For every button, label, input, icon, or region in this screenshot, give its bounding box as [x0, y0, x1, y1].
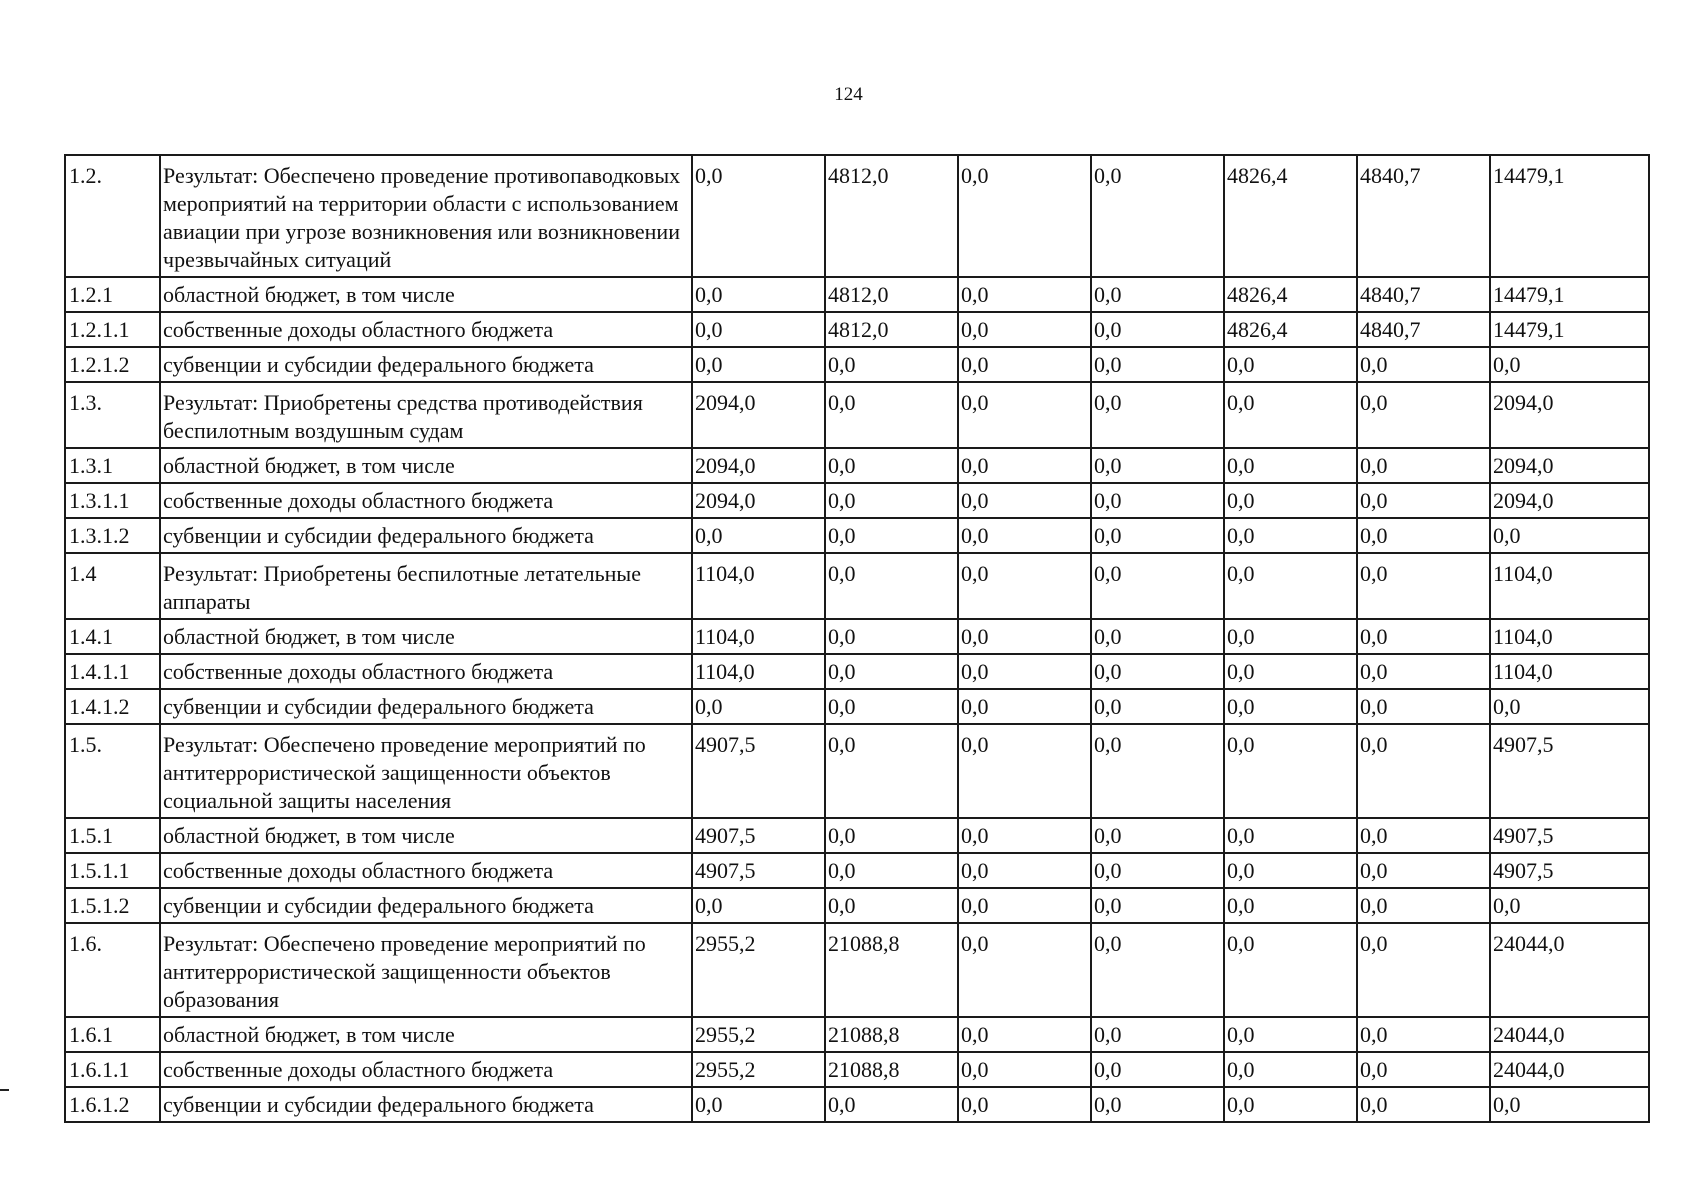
row-code: 1.4.1.1: [65, 654, 160, 689]
row-name: областной бюджет, в том числе: [160, 448, 692, 483]
value-cell: 0,0: [1091, 619, 1224, 654]
value-cell: 2955,2: [692, 1052, 825, 1087]
value-cell: 0,0: [1091, 483, 1224, 518]
result-row: [65, 382, 1649, 448]
table-row: [65, 689, 1649, 724]
row-code: 1.5.1: [65, 818, 160, 853]
row-name: областной бюджет, в том числе: [160, 277, 692, 312]
value-cell: 4907,5: [692, 818, 825, 853]
value-cell: 0,0: [1490, 1087, 1649, 1122]
value-cell: 0,0: [1224, 1052, 1357, 1087]
value-cell: 0,0: [1091, 448, 1224, 483]
row-code: 1.4.1: [65, 619, 160, 654]
value-cell: 4907,5: [692, 853, 825, 888]
value-cell: 0,0: [825, 818, 958, 853]
value-cell: 0,0: [825, 689, 958, 724]
table-row: [65, 1052, 1649, 1087]
value-cell: 0,0: [692, 347, 825, 382]
value-cell: 4826,4: [1224, 277, 1357, 312]
value-cell: 1104,0: [692, 619, 825, 654]
value-cell: 0,0: [825, 553, 958, 619]
value-cell: 0,0: [1224, 448, 1357, 483]
row-code: 1.3.1: [65, 448, 160, 483]
value-cell: 0,0: [1224, 483, 1357, 518]
value-cell: 0,0: [1091, 1052, 1224, 1087]
value-cell: 4840,7: [1357, 155, 1490, 277]
value-cell: 0,0: [1224, 518, 1357, 553]
row-name: собственные доходы областного бюджета: [160, 1052, 692, 1087]
value-cell: 0,0: [1224, 654, 1357, 689]
value-cell: 0,0: [958, 1052, 1091, 1087]
value-cell: 0,0: [1091, 853, 1224, 888]
value-cell: 0,0: [692, 312, 825, 347]
value-cell: 4907,5: [692, 724, 825, 818]
value-cell: 0,0: [958, 1017, 1091, 1052]
row-name: собственные доходы областного бюджета: [160, 312, 692, 347]
value-cell: 0,0: [1091, 654, 1224, 689]
value-cell: 0,0: [692, 277, 825, 312]
result-row: [65, 923, 1649, 1017]
value-cell: 14479,1: [1490, 277, 1649, 312]
value-cell: 0,0: [958, 382, 1091, 448]
value-cell: 2094,0: [1490, 483, 1649, 518]
table-row: [65, 888, 1649, 923]
row-code: 1.3.1.2: [65, 518, 160, 553]
value-cell: 0,0: [1490, 518, 1649, 553]
value-cell: 0,0: [1224, 724, 1357, 818]
value-cell: 14479,1: [1490, 155, 1649, 277]
value-cell: 1104,0: [1490, 654, 1649, 689]
row-code: 1.5.1.1: [65, 853, 160, 888]
row-name: Результат: Приобретены беспилотные летательные аппараты: [160, 553, 692, 619]
value-cell: 0,0: [1357, 1087, 1490, 1122]
value-cell: 0,0: [692, 689, 825, 724]
value-cell: 0,0: [958, 923, 1091, 1017]
value-cell: 0,0: [1357, 654, 1490, 689]
value-cell: 0,0: [1091, 689, 1224, 724]
table-row: [65, 654, 1649, 689]
value-cell: 0,0: [825, 448, 958, 483]
value-cell: 0,0: [1224, 382, 1357, 448]
row-code: 1.6.1.2: [65, 1087, 160, 1122]
value-cell: 2094,0: [692, 382, 825, 448]
value-cell: 0,0: [825, 619, 958, 654]
value-cell: 4826,4: [1224, 312, 1357, 347]
row-name: Результат: Приобретены средства противодействия беспилотным воздушным судам: [160, 382, 692, 448]
value-cell: 0,0: [1224, 1017, 1357, 1052]
margin-mark: [0, 1089, 9, 1091]
value-cell: 0,0: [1091, 818, 1224, 853]
table-row: [65, 518, 1649, 553]
page-number: 124: [834, 84, 863, 105]
value-cell: 0,0: [825, 347, 958, 382]
table-row: [65, 818, 1649, 853]
value-cell: 0,0: [1091, 923, 1224, 1017]
row-name: областной бюджет, в том числе: [160, 619, 692, 654]
value-cell: 0,0: [1091, 518, 1224, 553]
row-name: Результат: Обеспечено проведение мероприятий по антитеррористической защищенности объектов социальной защиты населения: [160, 724, 692, 818]
value-cell: 0,0: [825, 654, 958, 689]
value-cell: 4826,4: [1224, 155, 1357, 277]
row-name: Результат: Обеспечено проведение противопаводковых мероприятий на территории области с использованием авиации при угрозе возникновения или возникновении чрезвычайных ситуаций: [160, 155, 692, 277]
value-cell: 2094,0: [692, 448, 825, 483]
value-cell: 0,0: [1091, 553, 1224, 619]
value-cell: 0,0: [958, 888, 1091, 923]
value-cell: 0,0: [825, 483, 958, 518]
value-cell: 0,0: [692, 888, 825, 923]
value-cell: 0,0: [825, 382, 958, 448]
value-cell: 4840,7: [1357, 312, 1490, 347]
value-cell: 0,0: [1357, 1017, 1490, 1052]
value-cell: 0,0: [958, 518, 1091, 553]
table-row: [65, 1017, 1649, 1052]
value-cell: 0,0: [1357, 347, 1490, 382]
row-name: субвенции и субсидии федерального бюджета: [160, 689, 692, 724]
value-cell: 0,0: [1357, 689, 1490, 724]
value-cell: 0,0: [1091, 155, 1224, 277]
value-cell: 0,0: [958, 483, 1091, 518]
value-cell: 0,0: [958, 724, 1091, 818]
value-cell: 4812,0: [825, 312, 958, 347]
result-row: [65, 724, 1649, 818]
value-cell: 0,0: [1224, 853, 1357, 888]
value-cell: 0,0: [958, 853, 1091, 888]
value-cell: 0,0: [958, 654, 1091, 689]
value-cell: 0,0: [1091, 277, 1224, 312]
value-cell: 0,0: [1091, 312, 1224, 347]
value-cell: 21088,8: [825, 1017, 958, 1052]
value-cell: 0,0: [958, 1087, 1091, 1122]
value-cell: 0,0: [958, 619, 1091, 654]
table-row: [65, 277, 1649, 312]
value-cell: 0,0: [958, 553, 1091, 619]
row-code: 1.3.1.1: [65, 483, 160, 518]
value-cell: 4907,5: [1490, 853, 1649, 888]
value-cell: 0,0: [692, 1087, 825, 1122]
value-cell: 24044,0: [1490, 1017, 1649, 1052]
value-cell: 4907,5: [1490, 818, 1649, 853]
value-cell: 4907,5: [1490, 724, 1649, 818]
value-cell: 0,0: [692, 155, 825, 277]
value-cell: 0,0: [1091, 347, 1224, 382]
row-code: 1.2.1.2: [65, 347, 160, 382]
value-cell: 0,0: [825, 888, 958, 923]
row-name: субвенции и субсидии федерального бюджета: [160, 347, 692, 382]
value-cell: 0,0: [1357, 382, 1490, 448]
value-cell: 0,0: [1357, 923, 1490, 1017]
value-cell: 0,0: [1357, 553, 1490, 619]
row-name: собственные доходы областного бюджета: [160, 654, 692, 689]
value-cell: 0,0: [1357, 483, 1490, 518]
value-cell: 2955,2: [692, 1017, 825, 1052]
row-code: 1.2.1: [65, 277, 160, 312]
value-cell: 0,0: [1490, 347, 1649, 382]
value-cell: 0,0: [1224, 347, 1357, 382]
row-code: 1.4: [65, 553, 160, 619]
table-row: [65, 448, 1649, 483]
value-cell: 21088,8: [825, 1052, 958, 1087]
row-name: областной бюджет, в том числе: [160, 1017, 692, 1052]
value-cell: 2094,0: [1490, 448, 1649, 483]
row-name: субвенции и субсидии федерального бюджета: [160, 1087, 692, 1122]
budget-table: [64, 154, 1650, 1123]
value-cell: 0,0: [1224, 689, 1357, 724]
row-name: Результат: Обеспечено проведение мероприятий по антитеррористической защищенности объектов образования: [160, 923, 692, 1017]
value-cell: 1104,0: [1490, 553, 1649, 619]
value-cell: 0,0: [1490, 689, 1649, 724]
value-cell: 0,0: [825, 518, 958, 553]
value-cell: 0,0: [825, 1087, 958, 1122]
table-row: [65, 312, 1649, 347]
value-cell: 0,0: [1224, 619, 1357, 654]
row-name: областной бюджет, в том числе: [160, 818, 692, 853]
table-row: [65, 1087, 1649, 1122]
table-row: [65, 347, 1649, 382]
row-code: 1.6.1: [65, 1017, 160, 1052]
row-code: 1.3.: [65, 382, 160, 448]
value-cell: 1104,0: [692, 553, 825, 619]
value-cell: 0,0: [1091, 888, 1224, 923]
value-cell: 0,0: [958, 312, 1091, 347]
row-name: субвенции и субсидии федерального бюджета: [160, 518, 692, 553]
table-row: [65, 619, 1649, 654]
value-cell: 0,0: [958, 818, 1091, 853]
value-cell: 1104,0: [1490, 619, 1649, 654]
row-name: собственные доходы областного бюджета: [160, 483, 692, 518]
value-cell: 0,0: [1091, 1087, 1224, 1122]
row-code: 1.5.: [65, 724, 160, 818]
table-row: [65, 483, 1649, 518]
value-cell: 0,0: [1091, 724, 1224, 818]
row-code: 1.4.1.2: [65, 689, 160, 724]
value-cell: 4840,7: [1357, 277, 1490, 312]
value-cell: 0,0: [1224, 1087, 1357, 1122]
value-cell: 21088,8: [825, 923, 958, 1017]
value-cell: 0,0: [1357, 448, 1490, 483]
value-cell: 0,0: [958, 689, 1091, 724]
value-cell: 0,0: [692, 518, 825, 553]
value-cell: 0,0: [1490, 888, 1649, 923]
value-cell: 0,0: [958, 347, 1091, 382]
value-cell: 0,0: [1357, 853, 1490, 888]
value-cell: 0,0: [1224, 553, 1357, 619]
result-row: [65, 553, 1649, 619]
value-cell: 0,0: [1357, 724, 1490, 818]
row-name: собственные доходы областного бюджета: [160, 853, 692, 888]
value-cell: 0,0: [1224, 888, 1357, 923]
row-code: 1.6.: [65, 923, 160, 1017]
value-cell: 14479,1: [1490, 312, 1649, 347]
value-cell: 0,0: [958, 448, 1091, 483]
value-cell: 0,0: [1091, 1017, 1224, 1052]
value-cell: 1104,0: [692, 654, 825, 689]
value-cell: 0,0: [825, 724, 958, 818]
value-cell: 24044,0: [1490, 923, 1649, 1017]
value-cell: 0,0: [1357, 818, 1490, 853]
value-cell: 2094,0: [692, 483, 825, 518]
value-cell: 4812,0: [825, 155, 958, 277]
value-cell: 4812,0: [825, 277, 958, 312]
value-cell: 0,0: [1357, 619, 1490, 654]
value-cell: 0,0: [1224, 923, 1357, 1017]
table-row: [65, 853, 1649, 888]
value-cell: 2094,0: [1490, 382, 1649, 448]
value-cell: 0,0: [958, 155, 1091, 277]
value-cell: 0,0: [958, 277, 1091, 312]
value-cell: 0,0: [825, 853, 958, 888]
row-name: субвенции и субсидии федерального бюджета: [160, 888, 692, 923]
value-cell: 0,0: [1357, 518, 1490, 553]
row-code: 1.2.1.1: [65, 312, 160, 347]
result-row: [65, 155, 1649, 277]
value-cell: 24044,0: [1490, 1052, 1649, 1087]
row-code: 1.6.1.1: [65, 1052, 160, 1087]
table-body: [65, 155, 1649, 1122]
value-cell: 0,0: [1224, 818, 1357, 853]
value-cell: 0,0: [1357, 1052, 1490, 1087]
value-cell: 0,0: [1357, 888, 1490, 923]
value-cell: 2955,2: [692, 923, 825, 1017]
value-cell: 0,0: [1091, 382, 1224, 448]
row-code: 1.5.1.2: [65, 888, 160, 923]
row-code: 1.2.: [65, 155, 160, 277]
